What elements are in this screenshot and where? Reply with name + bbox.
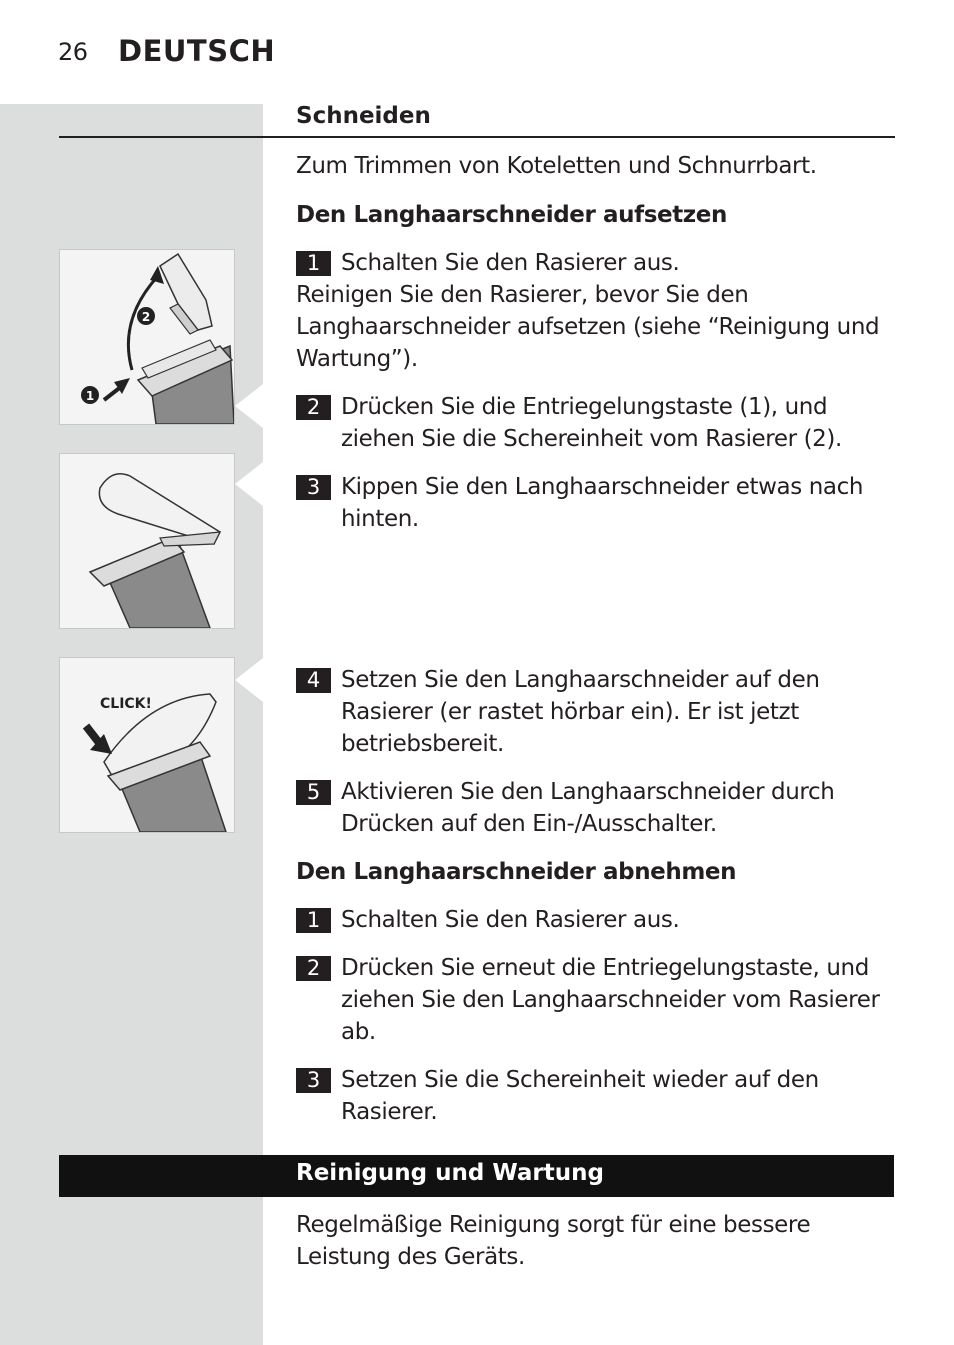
step-number-badge: 1 [296, 908, 331, 933]
figure-pointer [235, 462, 263, 506]
step-text: Drücken Sie die Entriegelungstaste (1), und ziehen Sie die Schereinheit vom Rasierer (2). [341, 394, 842, 452]
figure-pointer [235, 384, 263, 428]
step-note: Reinigen Sie den Rasierer, bevor Sie den Langhaarschneider aufsetzen (siehe “Reinigung und Wartung”). [296, 282, 880, 372]
section-intro: Zum Trimmen von Koteletten und Schnurrbart. [296, 153, 817, 179]
step-text: Setzen Sie die Schereinheit wieder auf den Rasierer. [341, 1067, 819, 1125]
step-number-badge: 5 [296, 780, 331, 805]
remove-step-1 [296, 904, 896, 936]
step-number-badge: 3 [296, 1068, 331, 1093]
section-title-cleaning: Reinigung und Wartung [296, 1160, 604, 1186]
section-intro-cleaning: Regelmäßige Reinigung sorgt für eine bessere Leistung des Geräts. [296, 1212, 811, 1270]
step-text: Drücken Sie erneut die Entriegelungstaste, und ziehen Sie den Langhaarschneider vom Rasierer ab. [341, 955, 880, 1045]
subheading-remove: Den Langhaarschneider abnehmen [296, 859, 737, 885]
step-text: Setzen Sie den Langhaarschneider auf den Rasierer (er rastet hörbar ein). Er ist jetzt betriebsbereit. [341, 667, 820, 757]
shaver-illustration [60, 454, 234, 628]
step-number-badge: 3 [296, 475, 331, 500]
step-text: Kippen Sie den Langhaarschneider etwas nach hinten. [341, 474, 864, 532]
attach-step-5 [296, 776, 896, 840]
subheading-attach: Den Langhaarschneider aufsetzen [296, 202, 727, 228]
remove-step-2 [296, 952, 896, 1048]
figure-attach-trimmer [59, 657, 235, 833]
step-text: Schalten Sie den Rasierer aus. [341, 907, 680, 933]
figure-remove-shaving-unit [59, 249, 235, 425]
section-title-schneiden: Schneiden [296, 103, 431, 129]
language-heading: DEUTSCH [118, 34, 276, 68]
shaver-illustration [60, 250, 234, 424]
attach-step-1 [296, 247, 896, 375]
step-text: Schalten Sie den Rasierer aus. [341, 250, 680, 276]
shaver-illustration [60, 658, 234, 832]
attach-step-3 [296, 471, 896, 535]
remove-step-3 [296, 1064, 896, 1128]
step-number-badge: 2 [296, 395, 331, 420]
step-text: Aktivieren Sie den Langhaarschneider durch Drücken auf den Ein-/Ausschalter. [341, 779, 835, 837]
figure-tilt-trimmer [59, 453, 235, 629]
page-number: 26 [58, 38, 88, 66]
attach-step-4 [296, 664, 896, 760]
step-number-badge: 2 [296, 956, 331, 981]
svg-text:1: 1 [85, 389, 95, 403]
step-number-badge: 1 [296, 251, 331, 276]
section-divider [59, 136, 895, 138]
svg-text:2: 2 [141, 310, 151, 324]
click-label: CLICK! [100, 696, 152, 712]
figure-pointer [235, 658, 263, 702]
attach-step-2 [296, 391, 896, 455]
step-number-badge: 4 [296, 668, 331, 693]
